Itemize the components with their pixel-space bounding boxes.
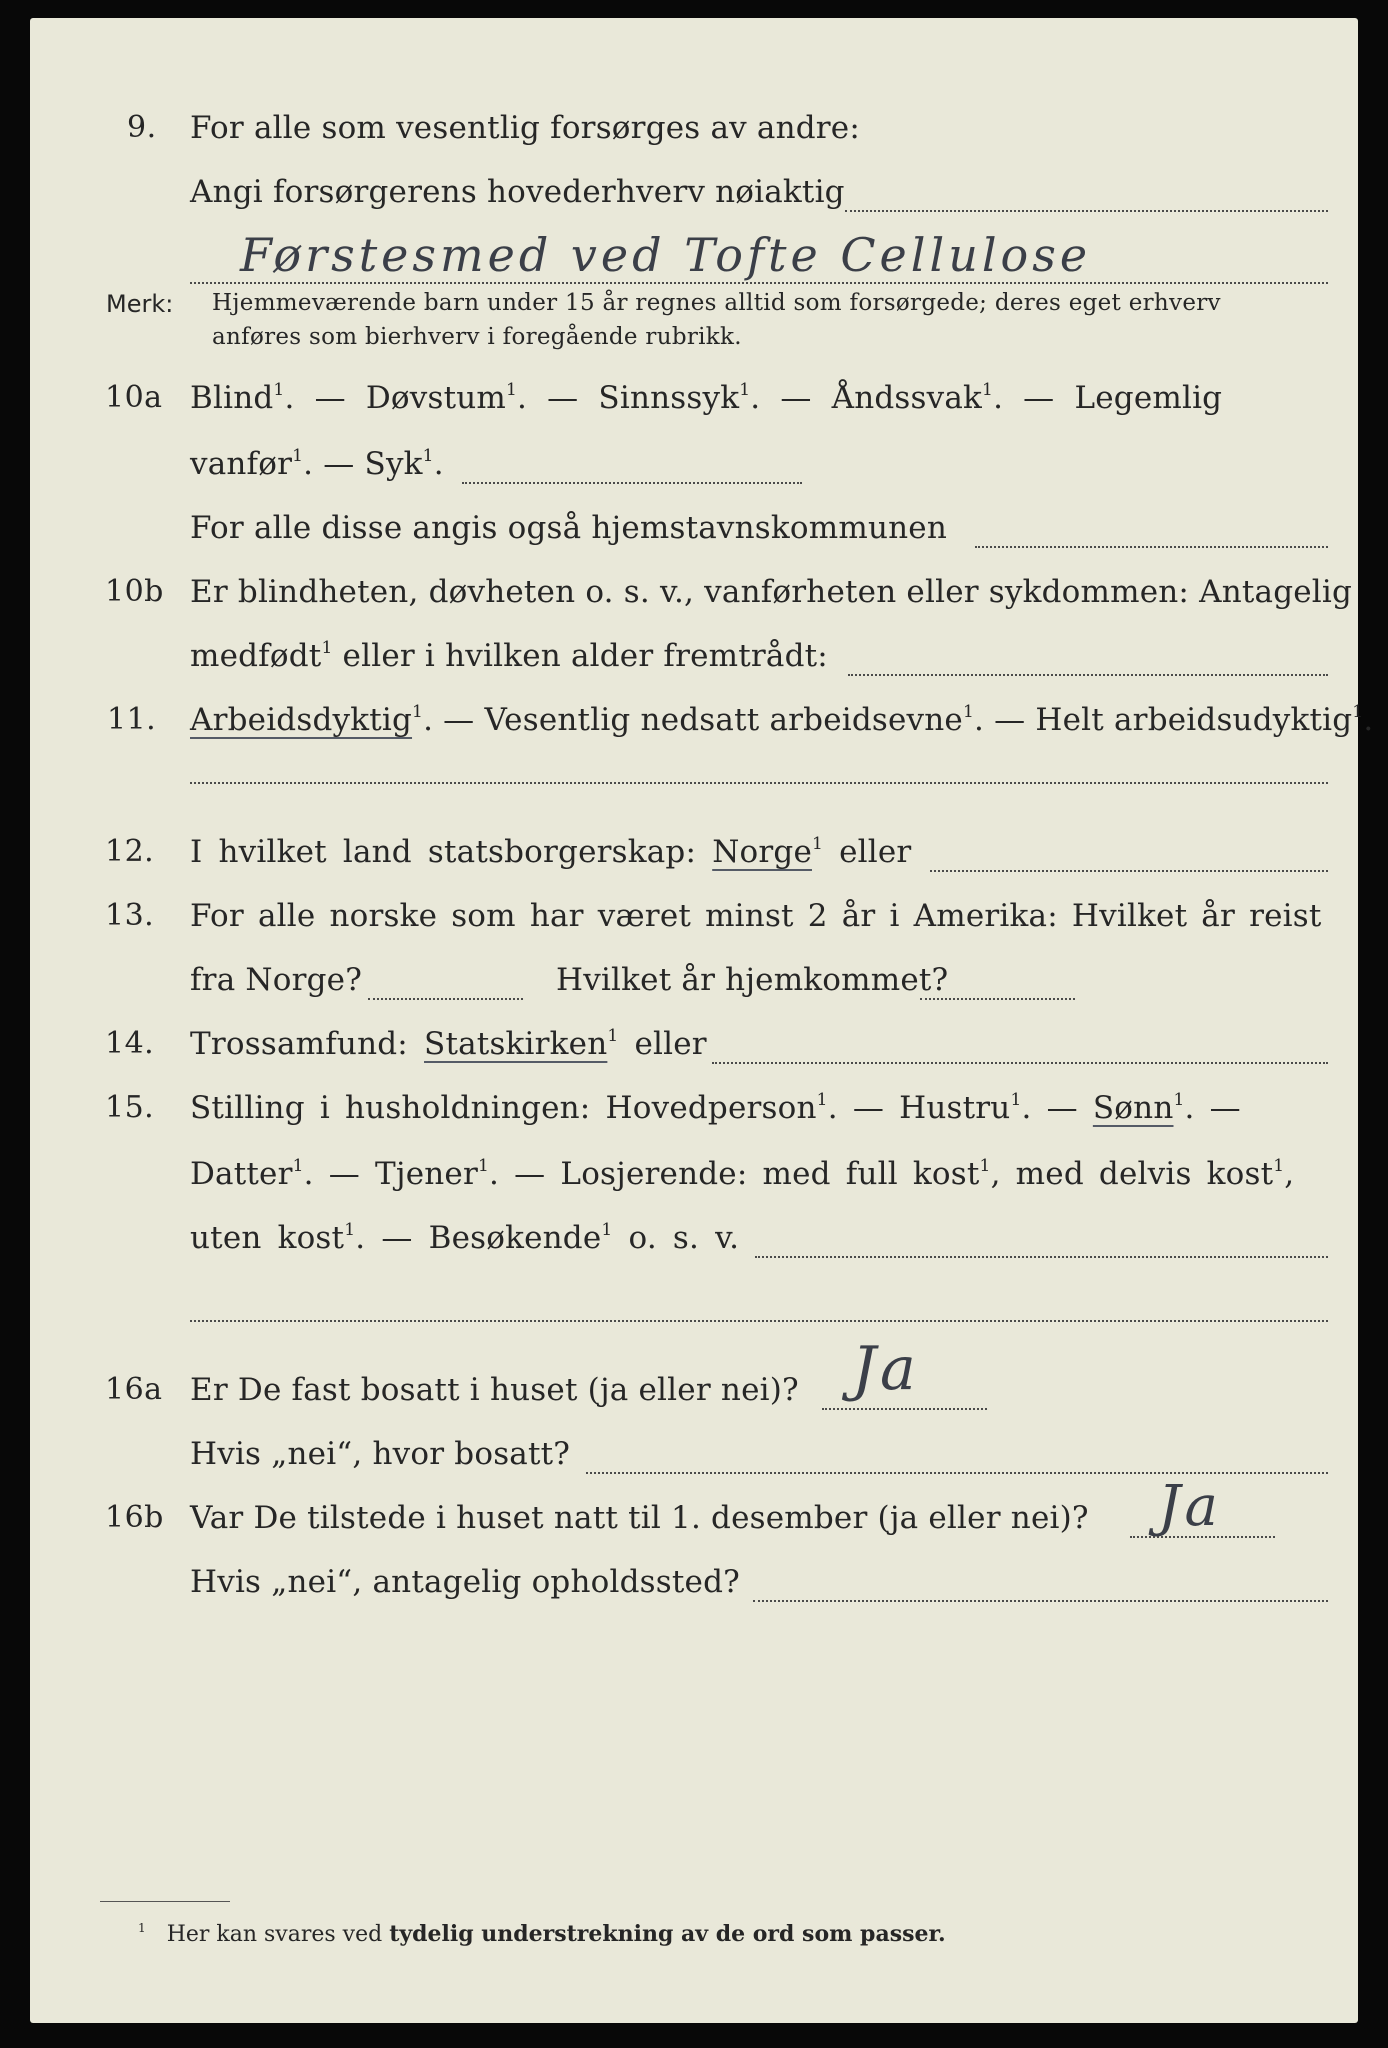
- answer-line: [822, 1408, 987, 1410]
- question-text: Blind$^1$. — Døvstum$^1$. — Sinnssyk$^1$. — Åndssvak$^1$. — Legemlig: [190, 380, 1223, 416]
- question-number: 14.: [105, 1026, 155, 1061]
- question-10a-line2: [30, 446, 1358, 490]
- underlined-answer: Sønn: [1092, 1090, 1174, 1126]
- question-text: Er De fast bosatt i huset (ja eller nei)?: [190, 1372, 799, 1408]
- question-text: I hvilket land statsborgerskap: Norge$^1$ eller: [190, 834, 912, 870]
- question-number: 13.: [105, 898, 155, 933]
- question-16a: [30, 1334, 1358, 1416]
- underlined-answer: Norge: [712, 834, 812, 870]
- handwritten-answer: Ja: [852, 1334, 920, 1404]
- question-text: Er blindheten, døvheten o. s. v., vanførheten eller sykdommen: Antagelig: [190, 574, 1353, 610]
- note-label: Merk:: [106, 290, 174, 318]
- question-10b: [30, 574, 1358, 618]
- question-number: 15.: [105, 1090, 155, 1125]
- question-text: Stilling i husholdningen: Hovedperson$^1$. — Hustru$^1$. — Sønn$^1$. —: [190, 1090, 1241, 1126]
- question-text: For alle norske som har været minst 2 år i Amerika: Hvilket år reist: [190, 898, 1322, 934]
- question-10b-line2: [30, 638, 1358, 682]
- answer-line: [712, 1062, 1328, 1064]
- question-text: Hvilket år hjemkommet?: [556, 962, 949, 998]
- question-text: fra Norge?: [190, 962, 363, 998]
- question-number: 10a: [105, 380, 163, 415]
- footnote: $^1$ Her kan svares ved tydelig understrekning av de ord som passer.: [138, 1920, 946, 1947]
- answer-line: [845, 210, 1328, 212]
- question-16b-line2: [30, 1564, 1358, 1608]
- answer-line: [753, 1600, 1328, 1602]
- handwritten-answer: Førstesmed ved Tofte Cellulose: [240, 228, 1092, 282]
- question-16b: [30, 1474, 1358, 1544]
- question-15-line3: [30, 1220, 1358, 1264]
- question-text: vanfør$^1$. — Syk$^1$.: [190, 446, 444, 482]
- handwritten-answer: Ja: [1158, 1474, 1222, 1539]
- question-9-answer: [30, 228, 1358, 288]
- census-form-page: [30, 18, 1374, 2023]
- answer-line: [920, 998, 1075, 1000]
- underlined-answer: Statskirken: [424, 1026, 608, 1062]
- question-12: [30, 834, 1358, 878]
- answer-line: [190, 1320, 1328, 1322]
- underlined-answer: Arbeidsdyktig: [190, 702, 413, 738]
- question-text: Angi forsørgerens hovederhverv nøiaktig: [190, 174, 845, 210]
- note-text: Hjemmeværende barn under 15 år regnes alltid som forsørgede; deres eget erhverv: [212, 290, 1221, 316]
- question-number: 16b: [105, 1500, 164, 1535]
- answer-line: [930, 870, 1328, 872]
- answer-line: [975, 546, 1328, 548]
- footnote-rule: [100, 1901, 230, 1902]
- answer-line: [755, 1256, 1328, 1258]
- question-text: Datter$^1$. — Tjener$^1$. — Losjerende: med full kost$^1$, med delvis kost$^1$,: [190, 1156, 1295, 1192]
- answer-line: [190, 782, 1328, 784]
- question-text: Var De tilstede i huset natt til 1. desember (ja eller nei)?: [190, 1500, 1089, 1536]
- question-10a: [30, 380, 1358, 424]
- answer-line: [368, 998, 523, 1000]
- question-13-line2: [30, 962, 1358, 1006]
- note-text: anføres som bierhverv i foregående rubrikk.: [212, 324, 742, 350]
- question-13: [30, 898, 1358, 942]
- question-number: 16a: [105, 1372, 163, 1407]
- question-text: Trossamfund: Statskirken$^1$ eller: [190, 1026, 707, 1062]
- question-9-line2: [30, 174, 1358, 218]
- answer-line: [190, 282, 1328, 284]
- question-text: For alle som vesentlig forsørges av andre:: [190, 110, 860, 146]
- question-15-line2: [30, 1156, 1358, 1200]
- question-10a-line3: [30, 510, 1358, 554]
- question-15: [30, 1090, 1358, 1134]
- question-11: [30, 702, 1374, 746]
- question-number: 11.: [107, 702, 157, 737]
- question-text: Hvis „nei“, hvor bosatt?: [190, 1436, 571, 1472]
- question-text: Hvis „nei“, antagelig opholdssted?: [190, 1564, 740, 1600]
- question-14: [30, 1026, 1358, 1070]
- question-9: [30, 110, 1358, 154]
- question-number: 12.: [105, 834, 155, 869]
- question-number: 9.: [127, 110, 157, 145]
- question-number: 10b: [105, 574, 164, 609]
- question-text: Arbeidsdyktig$^1$. — Vesentlig nedsatt arbeidsevne$^1$. — Helt arbeidsudyktig$^1$.: [190, 702, 1374, 738]
- question-text: medfødt$^1$ eller i hvilken alder fremtrådt:: [190, 638, 828, 674]
- answer-line: [848, 674, 1328, 676]
- question-text: uten kost$^1$. — Besøkende$^1$ o. s. v.: [190, 1220, 740, 1256]
- question-text: For alle disse angis også hjemstavnskommunen: [190, 510, 947, 546]
- answer-line: [462, 482, 802, 484]
